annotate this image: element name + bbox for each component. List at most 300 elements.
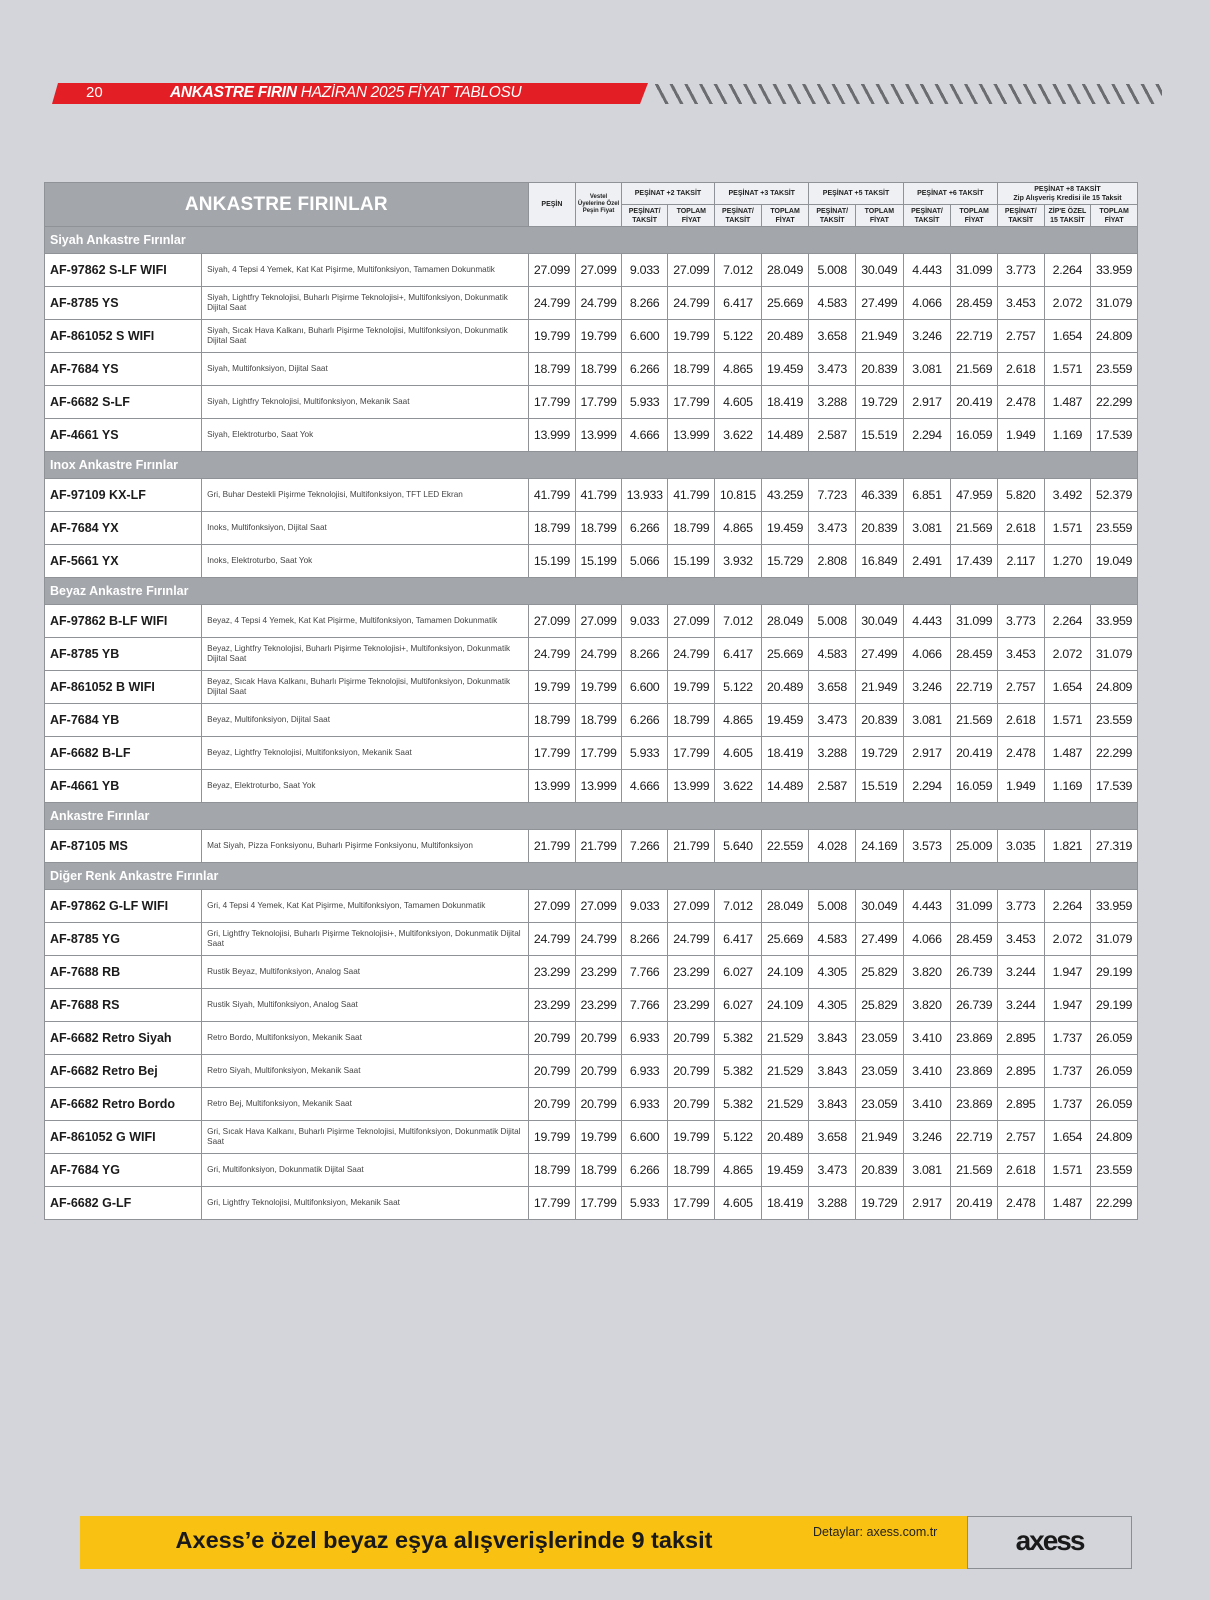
price-cell: 3.843 bbox=[809, 1022, 856, 1055]
sub-header: ZİP'E ÖZEL 15 TAKSİT bbox=[1044, 205, 1091, 227]
price-cell: 6.417 bbox=[715, 923, 762, 956]
description-cell: Retro Bej, Multifonksiyon, Mekanik Saat bbox=[202, 1088, 528, 1121]
price-cell: 28.049 bbox=[761, 254, 809, 287]
price-cell: 13.933 bbox=[621, 479, 668, 512]
price-cell: 28.459 bbox=[951, 287, 998, 320]
price-cell: 19.049 bbox=[1091, 545, 1138, 578]
sub-header: PEŞİNAT/ TAKSİT bbox=[997, 205, 1044, 227]
price-cell: 18.799 bbox=[528, 1154, 576, 1187]
header-stripes bbox=[654, 84, 1162, 104]
price-cell: 4.305 bbox=[809, 989, 856, 1022]
price-cell: 24.109 bbox=[761, 956, 809, 989]
price-cell: 5.008 bbox=[809, 605, 856, 638]
price-cell: 3.820 bbox=[903, 956, 951, 989]
price-cell: 20.489 bbox=[761, 671, 809, 704]
price-cell: 18.799 bbox=[576, 704, 622, 737]
price-cell: 22.299 bbox=[1091, 1187, 1138, 1220]
price-cell: 22.559 bbox=[761, 830, 809, 863]
table-row bbox=[45, 254, 1138, 287]
description-cell: Siyah, 4 Tepsi 4 Yemek, Kat Kat Pişirme, Multifonksiyon, Tamamen Dokunmatik bbox=[202, 254, 528, 287]
price-cell: 21.529 bbox=[761, 1055, 809, 1088]
price-cell: 25.669 bbox=[761, 287, 809, 320]
price-cell: 3.453 bbox=[997, 287, 1044, 320]
price-cell: 23.299 bbox=[668, 956, 715, 989]
price-cell: 25.009 bbox=[951, 830, 998, 863]
price-cell: 3.244 bbox=[997, 956, 1044, 989]
price-cell: 1.654 bbox=[1044, 671, 1091, 704]
price-cell: 9.033 bbox=[621, 890, 668, 923]
sub-header: TOPLAM FİYAT bbox=[761, 205, 809, 227]
table-row bbox=[45, 989, 1138, 1022]
table-row bbox=[45, 320, 1138, 353]
table-body bbox=[45, 227, 1138, 1220]
table-row bbox=[45, 638, 1138, 671]
price-cell: 1.737 bbox=[1044, 1022, 1091, 1055]
price-cell: 27.099 bbox=[668, 254, 715, 287]
price-cell: 15.519 bbox=[856, 770, 904, 803]
price-cell: 4.865 bbox=[715, 1154, 762, 1187]
price-cell: 17.799 bbox=[668, 386, 715, 419]
price-cell: 1.949 bbox=[997, 770, 1044, 803]
category-title: Diğer Renk Ankastre Fırınlar bbox=[45, 863, 1138, 890]
price-cell: 21.569 bbox=[951, 512, 998, 545]
table-row bbox=[45, 512, 1138, 545]
price-cell: 2.478 bbox=[997, 1187, 1044, 1220]
price-cell: 21.949 bbox=[856, 320, 904, 353]
price-cell: 2.895 bbox=[997, 1088, 1044, 1121]
price-cell: 2.491 bbox=[903, 545, 951, 578]
price-cell: 19.799 bbox=[668, 671, 715, 704]
price-cell: 23.299 bbox=[528, 989, 576, 1022]
table-row bbox=[45, 1187, 1138, 1220]
price-cell: 24.799 bbox=[528, 638, 576, 671]
price-cell: 4.583 bbox=[809, 923, 856, 956]
description-cell: Gri, Lightfry Teknolojisi, Buharlı Pişirme Teknolojisi+, Multifonksiyon, Dokunmatik Dijital Saat bbox=[202, 923, 528, 956]
price-cell: 33.959 bbox=[1091, 254, 1138, 287]
price-cell: 29.199 bbox=[1091, 989, 1138, 1022]
category-row bbox=[45, 227, 1138, 254]
description-cell: Siyah, Multifonksiyon, Dijital Saat bbox=[202, 353, 528, 386]
price-cell: 3.622 bbox=[715, 770, 762, 803]
price-cell: 24.799 bbox=[668, 638, 715, 671]
price-cell: 27.319 bbox=[1091, 830, 1138, 863]
price-cell: 7.012 bbox=[715, 890, 762, 923]
price-cell: 22.719 bbox=[951, 671, 998, 704]
price-cell: 18.799 bbox=[576, 1154, 622, 1187]
price-cell: 15.199 bbox=[668, 545, 715, 578]
price-cell: 19.799 bbox=[576, 671, 622, 704]
price-cell: 23.869 bbox=[951, 1022, 998, 1055]
price-cell: 19.459 bbox=[761, 1154, 809, 1187]
table-row bbox=[45, 605, 1138, 638]
price-cell: 20.419 bbox=[951, 1187, 998, 1220]
page-title-bold: ANKASTRE FIRIN bbox=[170, 84, 297, 101]
price-cell: 26.739 bbox=[951, 989, 998, 1022]
price-cell: 13.999 bbox=[668, 419, 715, 452]
price-cell: 27.099 bbox=[576, 890, 622, 923]
price-cell: 6.933 bbox=[621, 1055, 668, 1088]
price-cell: 1.487 bbox=[1044, 1187, 1091, 1220]
price-cell: 21.799 bbox=[576, 830, 622, 863]
price-cell: 24.799 bbox=[668, 287, 715, 320]
price-cell: 25.829 bbox=[856, 989, 904, 1022]
price-cell: 3.081 bbox=[903, 353, 951, 386]
price-cell: 2.895 bbox=[997, 1022, 1044, 1055]
price-cell: 24.169 bbox=[856, 830, 904, 863]
price-cell: 26.739 bbox=[951, 956, 998, 989]
price-cell: 2.757 bbox=[997, 671, 1044, 704]
category-title: Beyaz Ankastre Fırınlar bbox=[45, 578, 1138, 605]
price-cell: 2.917 bbox=[903, 1187, 951, 1220]
price-cell: 15.519 bbox=[856, 419, 904, 452]
price-cell: 3.246 bbox=[903, 1121, 951, 1154]
price-cell: 28.459 bbox=[951, 638, 998, 671]
sub-header: PEŞİNAT/ TAKSİT bbox=[715, 205, 762, 227]
category-row bbox=[45, 578, 1138, 605]
price-cell: 13.999 bbox=[528, 419, 576, 452]
group-header: PEŞİNAT +2 TAKSİT bbox=[621, 183, 714, 205]
price-cell: 5.122 bbox=[715, 671, 762, 704]
price-cell: 27.099 bbox=[528, 254, 576, 287]
price-cell: 21.529 bbox=[761, 1088, 809, 1121]
model-cell: AF-97862 G-LF WIFI bbox=[45, 890, 202, 923]
model-cell: AF-6682 Retro Siyah bbox=[45, 1022, 202, 1055]
price-cell: 17.799 bbox=[528, 737, 576, 770]
price-cell: 18.799 bbox=[528, 704, 576, 737]
price-cell: 2.478 bbox=[997, 737, 1044, 770]
price-cell: 31.079 bbox=[1091, 923, 1138, 956]
price-cell: 17.799 bbox=[668, 737, 715, 770]
sub-header: TOPLAM FİYAT bbox=[668, 205, 715, 227]
price-cell: 6.266 bbox=[621, 1154, 668, 1187]
price-cell: 3.081 bbox=[903, 512, 951, 545]
price-cell: 20.799 bbox=[576, 1055, 622, 1088]
price-cell: 17.799 bbox=[528, 386, 576, 419]
price-cell: 17.799 bbox=[576, 386, 622, 419]
price-cell: 2.072 bbox=[1044, 638, 1091, 671]
price-cell: 1.571 bbox=[1044, 512, 1091, 545]
price-cell: 17.799 bbox=[528, 1187, 576, 1220]
price-cell: 5.008 bbox=[809, 254, 856, 287]
price-cell: 18.799 bbox=[668, 704, 715, 737]
price-cell: 3.244 bbox=[997, 989, 1044, 1022]
price-cell: 1.270 bbox=[1044, 545, 1091, 578]
model-cell: AF-97109 KX-LF bbox=[45, 479, 202, 512]
price-cell: 7.012 bbox=[715, 254, 762, 287]
price-cell: 20.799 bbox=[528, 1022, 576, 1055]
price-cell: 7.012 bbox=[715, 605, 762, 638]
price-cell: 20.799 bbox=[668, 1055, 715, 1088]
price-cell: 17.439 bbox=[951, 545, 998, 578]
price-cell: 23.299 bbox=[528, 956, 576, 989]
price-cell: 31.099 bbox=[951, 254, 998, 287]
price-cell: 18.799 bbox=[668, 512, 715, 545]
price-cell: 3.658 bbox=[809, 320, 856, 353]
price-cell: 2.917 bbox=[903, 386, 951, 419]
price-cell: 27.499 bbox=[856, 638, 904, 671]
price-table bbox=[44, 182, 1138, 1220]
price-cell: 13.999 bbox=[576, 770, 622, 803]
table-row bbox=[45, 671, 1138, 704]
price-cell: 3.492 bbox=[1044, 479, 1091, 512]
description-cell: Gri, Sıcak Hava Kalkanı, Buharlı Pişirme Teknolojisi, Multifonksiyon, Dokunmatik Dijital Saat bbox=[202, 1121, 528, 1154]
price-cell: 3.246 bbox=[903, 671, 951, 704]
price-cell: 21.799 bbox=[668, 830, 715, 863]
price-cell: 20.839 bbox=[856, 1154, 904, 1187]
price-cell: 30.049 bbox=[856, 254, 904, 287]
model-cell: AF-7684 YG bbox=[45, 1154, 202, 1187]
price-cell: 4.443 bbox=[903, 605, 951, 638]
price-cell: 20.489 bbox=[761, 1121, 809, 1154]
price-cell: 16.059 bbox=[951, 419, 998, 452]
price-cell: 5.382 bbox=[715, 1055, 762, 1088]
description-cell: Beyaz, Lightfry Teknolojisi, Multifonksiyon, Mekanik Saat bbox=[202, 737, 528, 770]
price-cell: 24.799 bbox=[528, 923, 576, 956]
category-row bbox=[45, 803, 1138, 830]
table-row bbox=[45, 737, 1138, 770]
price-cell: 3.410 bbox=[903, 1022, 951, 1055]
price-cell: 7.766 bbox=[621, 989, 668, 1022]
price-cell: 6.933 bbox=[621, 1088, 668, 1121]
price-cell: 5.382 bbox=[715, 1022, 762, 1055]
sub-header: TOPLAM FİYAT bbox=[951, 205, 998, 227]
description-cell: Beyaz, 4 Tepsi 4 Yemek, Kat Kat Pişirme, Multifonksiyon, Tamamen Dokunmatik bbox=[202, 605, 528, 638]
price-cell: 24.809 bbox=[1091, 671, 1138, 704]
price-cell: 6.266 bbox=[621, 512, 668, 545]
description-cell: Rustik Siyah, Multifonksiyon, Analog Saat bbox=[202, 989, 528, 1022]
price-cell: 1.821 bbox=[1044, 830, 1091, 863]
price-cell: 1.571 bbox=[1044, 704, 1091, 737]
description-cell: Beyaz, Multifonksiyon, Dijital Saat bbox=[202, 704, 528, 737]
price-cell: 20.839 bbox=[856, 512, 904, 545]
price-cell: 46.339 bbox=[856, 479, 904, 512]
price-cell: 4.605 bbox=[715, 386, 762, 419]
price-cell: 5.640 bbox=[715, 830, 762, 863]
description-cell: Beyaz, Elektroturbo, Saat Yok bbox=[202, 770, 528, 803]
model-cell: AF-4661 YS bbox=[45, 419, 202, 452]
price-cell: 19.459 bbox=[761, 512, 809, 545]
price-cell: 27.099 bbox=[528, 605, 576, 638]
price-cell: 21.569 bbox=[951, 353, 998, 386]
col-pesin: PEŞİN bbox=[528, 183, 576, 227]
table-row bbox=[45, 1154, 1138, 1187]
price-cell: 2.618 bbox=[997, 512, 1044, 545]
table-row bbox=[45, 830, 1138, 863]
price-cell: 6.851 bbox=[903, 479, 951, 512]
price-cell: 18.799 bbox=[576, 353, 622, 386]
model-cell: AF-7688 RS bbox=[45, 989, 202, 1022]
price-cell: 17.539 bbox=[1091, 419, 1138, 452]
description-cell: Gri, Buhar Destekli Pişirme Teknolojisi, Multifonksiyon, TFT LED Ekran bbox=[202, 479, 528, 512]
price-cell: 4.666 bbox=[621, 770, 668, 803]
price-cell: 6.417 bbox=[715, 287, 762, 320]
price-cell: 3.288 bbox=[809, 386, 856, 419]
price-cell: 3.288 bbox=[809, 737, 856, 770]
price-cell: 2.618 bbox=[997, 704, 1044, 737]
price-cell: 23.059 bbox=[856, 1088, 904, 1121]
group-header-last bbox=[997, 183, 1137, 205]
model-cell: AF-7684 YS bbox=[45, 353, 202, 386]
model-cell: AF-97862 S-LF WIFI bbox=[45, 254, 202, 287]
price-cell: 43.259 bbox=[761, 479, 809, 512]
model-cell: AF-6682 B-LF bbox=[45, 737, 202, 770]
price-cell: 1.487 bbox=[1044, 386, 1091, 419]
price-cell: 4.305 bbox=[809, 956, 856, 989]
price-cell: 10.815 bbox=[715, 479, 762, 512]
sub-header: TOPLAM FİYAT bbox=[1091, 205, 1138, 227]
price-cell: 20.799 bbox=[668, 1088, 715, 1121]
price-cell: 3.773 bbox=[997, 605, 1044, 638]
price-cell: 3.820 bbox=[903, 989, 951, 1022]
price-cell: 23.299 bbox=[668, 989, 715, 1022]
price-cell: 23.559 bbox=[1091, 704, 1138, 737]
model-cell: AF-4661 YB bbox=[45, 770, 202, 803]
model-cell: AF-8785 YS bbox=[45, 287, 202, 320]
price-cell: 31.079 bbox=[1091, 287, 1138, 320]
model-cell: AF-6682 S-LF bbox=[45, 386, 202, 419]
price-cell: 2.917 bbox=[903, 737, 951, 770]
table-row bbox=[45, 704, 1138, 737]
price-cell: 3.473 bbox=[809, 353, 856, 386]
price-cell: 21.949 bbox=[856, 671, 904, 704]
price-cell: 21.529 bbox=[761, 1022, 809, 1055]
category-row bbox=[45, 452, 1138, 479]
price-cell: 14.489 bbox=[761, 770, 809, 803]
group-header: PEŞİNAT +6 TAKSİT bbox=[903, 183, 997, 205]
price-cell: 33.959 bbox=[1091, 890, 1138, 923]
price-cell: 22.719 bbox=[951, 1121, 998, 1154]
price-cell: 28.459 bbox=[951, 923, 998, 956]
table-row bbox=[45, 386, 1138, 419]
description-cell: Siyah, Lightfry Teknolojisi, Multifonksiyon, Mekanik Saat bbox=[202, 386, 528, 419]
price-cell: 1.737 bbox=[1044, 1088, 1091, 1121]
table-row bbox=[45, 287, 1138, 320]
price-cell: 3.473 bbox=[809, 704, 856, 737]
price-table-wrapper bbox=[44, 182, 1138, 1220]
price-cell: 27.099 bbox=[576, 254, 622, 287]
price-cell: 3.843 bbox=[809, 1055, 856, 1088]
model-cell: AF-8785 YG bbox=[45, 923, 202, 956]
price-cell: 4.066 bbox=[903, 923, 951, 956]
table-row bbox=[45, 923, 1138, 956]
price-cell: 20.799 bbox=[528, 1055, 576, 1088]
table-row bbox=[45, 1055, 1138, 1088]
group-header-last-line2: Zip Alışveriş Kredisi ile 15 Taksit bbox=[1013, 194, 1122, 202]
price-cell: 1.571 bbox=[1044, 353, 1091, 386]
price-cell: 3.622 bbox=[715, 419, 762, 452]
price-cell: 8.266 bbox=[621, 923, 668, 956]
price-cell: 19.799 bbox=[528, 1121, 576, 1154]
price-cell: 24.809 bbox=[1091, 1121, 1138, 1154]
price-cell: 3.453 bbox=[997, 638, 1044, 671]
price-cell: 20.839 bbox=[856, 704, 904, 737]
category-title: Siyah Ankastre Fırınlar bbox=[45, 227, 1138, 254]
price-cell: 3.081 bbox=[903, 1154, 951, 1187]
description-cell: Rustik Beyaz, Multifonksiyon, Analog Saat bbox=[202, 956, 528, 989]
description-cell: Mat Siyah, Pizza Fonksiyonu, Buharlı Pişirme Fonksiyonu, Multifonksiyon bbox=[202, 830, 528, 863]
price-cell: 2.264 bbox=[1044, 605, 1091, 638]
price-cell: 25.669 bbox=[761, 923, 809, 956]
price-cell: 23.059 bbox=[856, 1022, 904, 1055]
table-main-title: ANKASTRE FIRINLAR bbox=[45, 183, 529, 227]
price-cell: 26.059 bbox=[1091, 1055, 1138, 1088]
price-cell: 2.587 bbox=[809, 770, 856, 803]
price-cell: 4.666 bbox=[621, 419, 668, 452]
description-cell: Beyaz, Sıcak Hava Kalkanı, Buharlı Pişirme Teknolojisi, Multifonksiyon, Dokunmatik Dijital Saat bbox=[202, 671, 528, 704]
price-cell: 2.294 bbox=[903, 419, 951, 452]
price-cell: 26.059 bbox=[1091, 1088, 1138, 1121]
price-cell: 3.473 bbox=[809, 512, 856, 545]
price-cell: 4.443 bbox=[903, 254, 951, 287]
price-cell: 3.773 bbox=[997, 890, 1044, 923]
price-cell: 20.489 bbox=[761, 320, 809, 353]
description-cell: Siyah, Lightfry Teknolojisi, Buharlı Pişirme Teknolojisi+, Multifonksiyon, Dokunmatik Dijital Saat bbox=[202, 287, 528, 320]
price-cell: 17.539 bbox=[1091, 770, 1138, 803]
table-row bbox=[45, 1088, 1138, 1121]
price-cell: 31.099 bbox=[951, 605, 998, 638]
price-cell: 24.799 bbox=[576, 638, 622, 671]
price-cell: 3.658 bbox=[809, 1121, 856, 1154]
category-row bbox=[45, 863, 1138, 890]
description-cell: Beyaz, Lightfry Teknolojisi, Buharlı Pişirme Teknolojisi+, Multifonksiyon, Dokunmatik Dijital Saat bbox=[202, 638, 528, 671]
price-cell: 21.569 bbox=[951, 1154, 998, 1187]
price-cell: 27.099 bbox=[668, 890, 715, 923]
price-cell: 1.654 bbox=[1044, 320, 1091, 353]
price-cell: 2.072 bbox=[1044, 287, 1091, 320]
price-cell: 3.932 bbox=[715, 545, 762, 578]
price-cell: 27.499 bbox=[856, 923, 904, 956]
description-cell: Gri, Multifonksiyon, Dokunmatik Dijital Saat bbox=[202, 1154, 528, 1187]
description-cell: Gri, Lightfry Teknolojisi, Multifonksiyon, Mekanik Saat bbox=[202, 1187, 528, 1220]
price-cell: 23.869 bbox=[951, 1055, 998, 1088]
price-cell: 20.419 bbox=[951, 386, 998, 419]
price-cell: 41.799 bbox=[528, 479, 576, 512]
price-cell: 6.600 bbox=[621, 320, 668, 353]
price-cell: 24.799 bbox=[528, 287, 576, 320]
price-cell: 24.109 bbox=[761, 989, 809, 1022]
price-cell: 2.478 bbox=[997, 386, 1044, 419]
price-cell: 24.799 bbox=[668, 923, 715, 956]
price-cell: 24.809 bbox=[1091, 320, 1138, 353]
page-number: 20 bbox=[86, 84, 103, 101]
price-cell: 6.266 bbox=[621, 353, 668, 386]
price-cell: 19.799 bbox=[576, 1121, 622, 1154]
price-cell: 23.059 bbox=[856, 1055, 904, 1088]
price-cell: 19.799 bbox=[668, 320, 715, 353]
sub-header: PEŞİNAT/ TAKSİT bbox=[621, 205, 668, 227]
price-cell: 15.199 bbox=[528, 545, 576, 578]
price-cell: 23.299 bbox=[576, 989, 622, 1022]
price-cell: 4.066 bbox=[903, 638, 951, 671]
price-cell: 3.410 bbox=[903, 1055, 951, 1088]
price-cell: 2.757 bbox=[997, 320, 1044, 353]
model-cell: AF-6682 Retro Bordo bbox=[45, 1088, 202, 1121]
table-header bbox=[45, 183, 1138, 227]
price-cell: 15.199 bbox=[576, 545, 622, 578]
table-row bbox=[45, 770, 1138, 803]
price-cell: 7.723 bbox=[809, 479, 856, 512]
category-title: Inox Ankastre Fırınlar bbox=[45, 452, 1138, 479]
price-cell: 26.059 bbox=[1091, 1022, 1138, 1055]
price-cell: 25.829 bbox=[856, 956, 904, 989]
model-cell: AF-7688 RB bbox=[45, 956, 202, 989]
group-header: PEŞİNAT +3 TAKSİT bbox=[715, 183, 809, 205]
price-cell: 21.949 bbox=[856, 1121, 904, 1154]
price-cell: 29.199 bbox=[1091, 956, 1138, 989]
footer-details: Detaylar: axess.com.tr bbox=[813, 1525, 938, 1539]
price-cell: 4.605 bbox=[715, 737, 762, 770]
price-cell: 33.959 bbox=[1091, 605, 1138, 638]
